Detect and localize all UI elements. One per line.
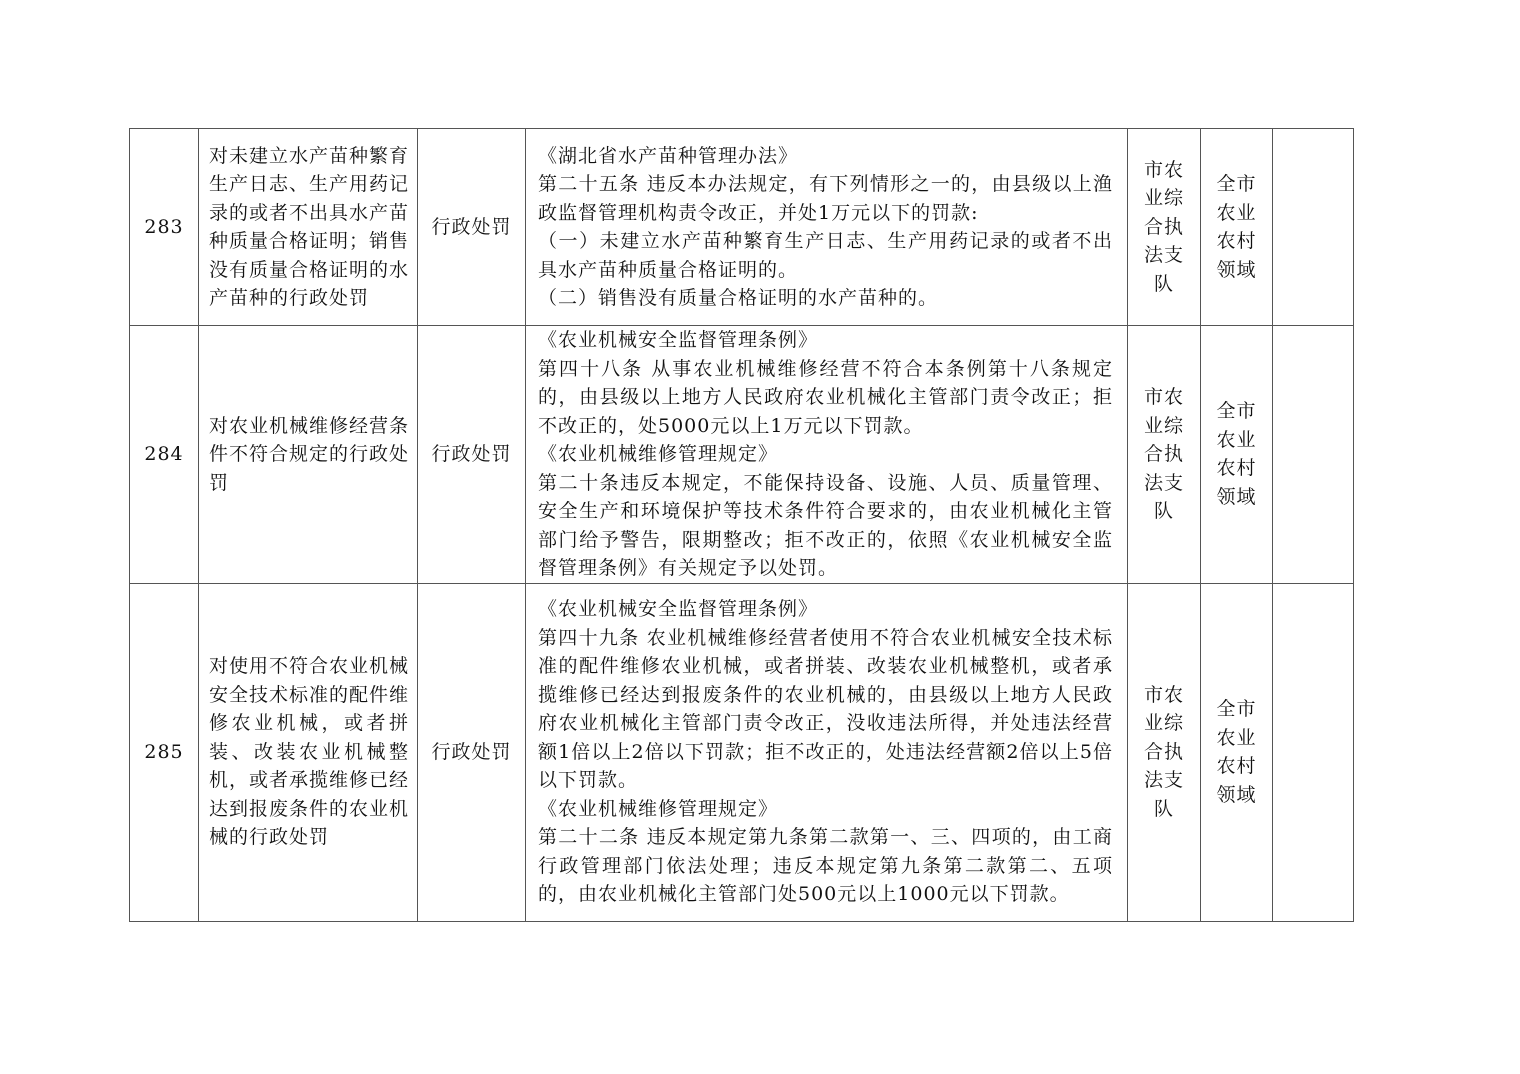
- row-number: 283: [130, 129, 199, 326]
- row-number: 285: [130, 583, 199, 921]
- basis-line: 《湖北省水产苗种管理办法》: [538, 144, 799, 167]
- scope: [1201, 583, 1273, 921]
- dept-text: 市农业综合执法支队: [1143, 683, 1184, 820]
- dept-text: 市农业综合执法支队: [1143, 158, 1184, 295]
- basis-line: （一）未建立水产苗种繁育生产日志、生产用药记录的或者不出具水产苗种质量合格证明的。: [538, 230, 1113, 281]
- scope: [1201, 129, 1273, 326]
- item-name: 对农业机械维修经营条件不符合规定的行政处罚: [199, 326, 418, 584]
- scope-text: 全市农业农村领域: [1216, 698, 1257, 806]
- responsible-dept: [1128, 326, 1201, 584]
- item-name: 对未建立水产苗种繁育生产日志、生产用药记录的或者不出具水产苗种质量合格证明；销售没有质量合格证明的水产苗种的行政处罚: [199, 129, 418, 326]
- item-type: 行政处罚: [418, 129, 526, 326]
- basis-line: 第二十条违反本规定，不能保持设备、设施、人员、质量管理、安全生产和环境保护等技术条件符合要求的，由农业机械化主管部门给予警告，限期整改；拒不改正的，依照《农业机械安全监督管理条例》有关规定予以处罚。: [538, 471, 1113, 579]
- legal-basis: [526, 583, 1128, 921]
- item-name: 对使用不符合农业机械安全技术标准的配件维修农业机械，或者拼装、改装农业机械整机，或者承揽维修已经达到报废条件的农业机械的行政处罚: [199, 583, 418, 921]
- basis-line: 第二十二条 违反本规定第九条第二款第一、三、四项的，由工商行政管理部门依法处理；违反本规定第九条第二款第二、五项的，由农业机械化主管部门处500元以上1000元以下罚款。: [538, 826, 1113, 906]
- table-row: [130, 129, 1354, 326]
- dept-text: 市农业综合执法支队: [1143, 386, 1184, 522]
- basis-line: （二）销售没有质量合格证明的水产苗种的。: [538, 287, 939, 309]
- basis-line: 《农业机械维修管理规定》: [538, 797, 779, 820]
- table-row: [130, 583, 1354, 921]
- basis-line: 第四十八条 从事农业机械维修经营不符合本条例第十八条规定的，由县级以上地方人民政府农业机械化主管部门责令改正；拒不改正的，处5000元以上1万元以下罚款。: [538, 357, 1113, 437]
- remark: [1273, 326, 1354, 584]
- basis-line: 第四十九条 农业机械维修经营者使用不符合农业机械安全技术标准的配件维修农业机械，或者拼装、改装农业机械整机，或者承揽维修已经达到报废条件的农业机械的，由县级以上地方人民政府农业机械化主管部门责令改正，没收违法所得，并处违法经营额1倍以上2倍以下罚款；拒不改正的，处违法经营额2倍以上5倍以下罚款。: [538, 626, 1113, 792]
- power-list-table: [129, 128, 1354, 922]
- table-row: [130, 326, 1354, 584]
- basis-line: 第二十五条 违反本办法规定，有下列情形之一的，由县级以上渔政监督管理机构责令改正，并处1万元以下的罚款:: [538, 173, 1113, 224]
- scope-text: 全市农业农村领域: [1216, 173, 1257, 281]
- item-type: 行政处罚: [418, 583, 526, 921]
- basis-line: 《农业机械安全监督管理条例》: [538, 598, 819, 621]
- basis-line: 《农业机械维修管理规定》: [538, 443, 779, 465]
- basis-line: 《农业机械安全监督管理条例》: [538, 329, 819, 351]
- responsible-dept: [1128, 583, 1201, 921]
- remark: [1273, 583, 1354, 921]
- row-number: 284: [130, 326, 199, 584]
- legal-basis: [526, 326, 1128, 584]
- responsible-dept: [1128, 129, 1201, 326]
- item-type: 行政处罚: [418, 326, 526, 584]
- legal-basis: [526, 129, 1128, 326]
- scope-text: 全市农业农村领域: [1216, 400, 1257, 508]
- remark: [1273, 129, 1354, 326]
- scope: [1201, 326, 1273, 584]
